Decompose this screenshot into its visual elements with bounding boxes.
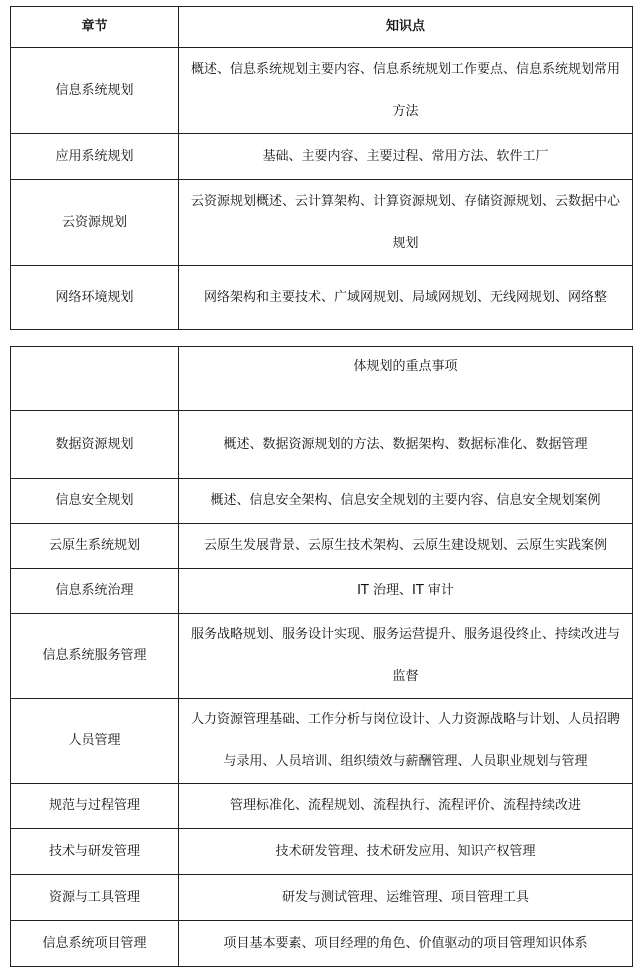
table-row [11, 134, 633, 180]
header-chapter: 章节 [11, 7, 179, 48]
table-row [11, 266, 633, 330]
chapter-cell: 云资源规划 [11, 180, 179, 266]
chapter-cell: 数据资源规划 [11, 411, 179, 479]
knowledge-cell: 管理标准化、流程规划、流程执行、流程评价、流程持续改进 [179, 784, 633, 829]
knowledge-cell: 项目基本要素、项目经理的角色、价值驱动的项目管理知识体系 [179, 921, 633, 967]
page-break [0, 330, 640, 344]
table-row [11, 784, 633, 829]
knowledge-cell: 人力资源管理基础、工作分析与岗位设计、人力资源战略与计划、人员招聘与录用、人员培训、组织绩效与薪酬管理、人员职业规划与管理 [179, 699, 633, 784]
knowledge-table-part2 [10, 346, 633, 967]
table-row [11, 875, 633, 921]
knowledge-cell: 技术研发管理、技术研发应用、知识产权管理 [179, 829, 633, 875]
knowledge-cell: 体规划的重点事项 [179, 347, 633, 411]
table-row [11, 479, 633, 524]
table-row [11, 524, 633, 569]
knowledge-cell: 网络架构和主要技术、广域网规划、局域网规划、无线网规划、网络整 [179, 266, 633, 330]
chapter-cell: 网络环境规划 [11, 266, 179, 330]
knowledge-cell: 云资源规划概述、云计算架构、计算资源规划、存储资源规划、云数据中心规划 [179, 180, 633, 266]
knowledge-cell: 基础、主要内容、主要过程、常用方法、软件工厂 [179, 134, 633, 180]
table-row [11, 699, 633, 784]
chapter-cell: 云原生系统规划 [11, 524, 179, 569]
chapter-cell: 信息安全规划 [11, 479, 179, 524]
header-knowledge: 知识点 [179, 7, 633, 48]
table-row [11, 829, 633, 875]
table-row [11, 48, 633, 134]
chapter-cell [11, 347, 179, 411]
knowledge-cell: 概述、信息系统规划主要内容、信息系统规划工作要点、信息系统规划常用方法 [179, 48, 633, 134]
table-row [11, 411, 633, 479]
table-row [11, 921, 633, 967]
table-header-row [11, 7, 633, 48]
knowledge-table-part1 [10, 6, 633, 330]
knowledge-cell: 概述、数据资源规划的方法、数据架构、数据标准化、数据管理 [179, 411, 633, 479]
chapter-cell: 信息系统项目管理 [11, 921, 179, 967]
table-row [11, 347, 633, 411]
knowledge-cell: IT 治理、IT 审计 [179, 569, 633, 614]
chapter-cell: 规范与过程管理 [11, 784, 179, 829]
chapter-cell: 技术与研发管理 [11, 829, 179, 875]
chapter-cell: 信息系统服务管理 [11, 614, 179, 699]
chapter-cell: 资源与工具管理 [11, 875, 179, 921]
chapter-cell: 应用系统规划 [11, 134, 179, 180]
knowledge-cell: 研发与测试管理、运维管理、项目管理工具 [179, 875, 633, 921]
knowledge-cell: 服务战略规划、服务设计实现、服务运营提升、服务退役终止、持续改进与监督 [179, 614, 633, 699]
chapter-cell: 人员管理 [11, 699, 179, 784]
table-row [11, 569, 633, 614]
table-row [11, 614, 633, 699]
knowledge-cell: 云原生发展背景、云原生技术架构、云原生建设规划、云原生实践案例 [179, 524, 633, 569]
knowledge-cell: 概述、信息安全架构、信息安全规划的主要内容、信息安全规划案例 [179, 479, 633, 524]
chapter-cell: 信息系统治理 [11, 569, 179, 614]
table-row [11, 180, 633, 266]
chapter-cell: 信息系统规划 [11, 48, 179, 134]
